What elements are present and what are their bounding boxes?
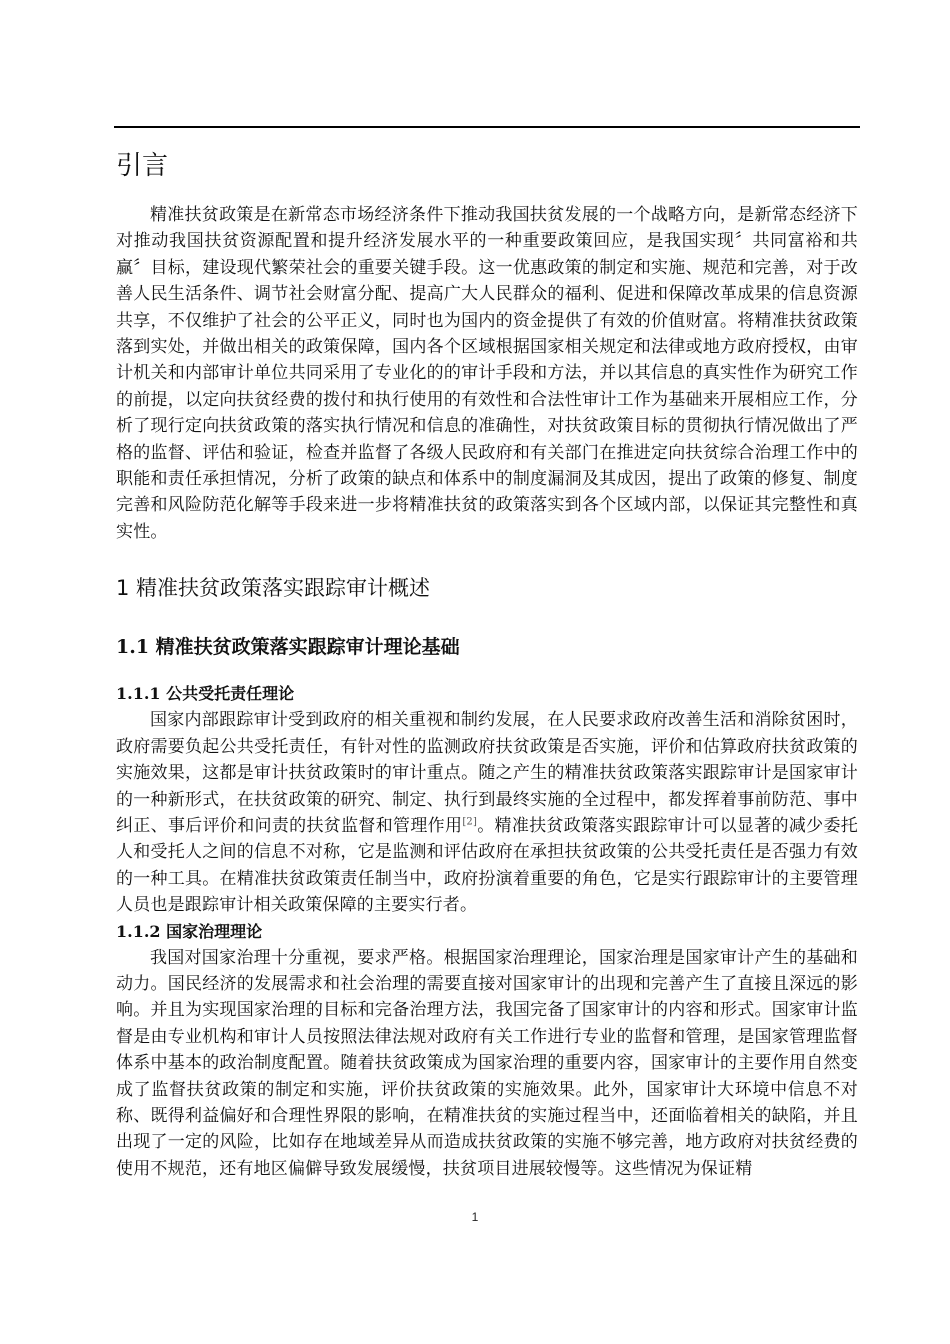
header-rule xyxy=(114,126,860,128)
intro-heading: 引言 xyxy=(116,151,169,181)
paragraph-text-after-citation: 。精准扶贫政策落实跟踪审计可以显著的减少委托人和受托人之间的信息不对称，它是监测和评估政府在承担扶贫政策的公共受托责任是否强力有效的一种工具。在精准扶贫政策责任制当中，政府扮演着重要的角色，它是实行跟踪审计的主要管理人员也是跟踪审计相关政策保障的主要实行者。 xyxy=(116,815,859,916)
paragraph-text-before-citation: 国家内部跟踪审计受到政府的相关重视和制约发展，在人民要求政府改善生活和消除贫困时，政府需要负起公共受托责任，有针对性的监测政府扶贫政策是否实施，评价和估算政府扶贫政策的实施效果，这都是审计扶贫政策时的审计重点。随之产生的精准扶贫政策落实跟踪审计是国家审计的一种新形式，在扶贫政策的研究、制定、执行到最终实施的全过程中，都发挥着事前防范、事中纠正、事后评价和问责的扶贫监督和管理作用 xyxy=(116,710,858,836)
section-1-heading: 1 精准扶贫政策落实跟踪审计概述 xyxy=(116,576,431,601)
intro-paragraph: 精准扶贫政策是在新常态市场经济条件下推动我国扶贫发展的一个战略方向，是新常态经济下对推动我国扶贫资源配置和提升经济发展水平的一种重要政策回应，是我国实现〞共同富裕和共赢〞目标，建设现代繁荣社会的重要关键手段。这一优惠政策的制定和实施、规范和完善，对于改善人民生活条件、调节社会财富分配、提高广大人民群众的福利、促进和保障改革成果的信息资源共享，不仅维护了社会的公平正义，同时也为国内的资金提供了有效的价值财富。将精准扶贫政策落到实处，并做出相关的政策保障，国内各个区域根据国家相关规定和法律或地方政府授权，由审计机关和内部审计单位共同采用了专业化的的审计手段和方法，并以其信息的真实性作为研究工作的前提，以定向扶贫经费的拨付和执行使用的有效性和合法性审计工作为基础来开展相应工作，分析了现行定向扶贫政策的落实执行情况和信息的准确性，对扶贫政策目标的贯彻执行情况做出了严格的监督、评估和验证，检查并监督了各级人民政府和有关部门在推进定向扶贫综合治理工作中的职能和责任承担情况，分析了政策的缺点和体系中的制度漏洞及其成因，提出了政策的修复、制度完善和风险防范化解等手段来进一步将精准扶贫的政策落实到各个区域内部，以保证其完整性和真实性。 xyxy=(116,205,858,542)
section-1-1-2-paragraph: 我国对国家治理十分重视，要求严格。根据国家治理理论，国家治理是国家审计产生的基础和动力。国民经济的发展需求和社会治理的需要直接对国家审计的出现和完善产生了直接且深远的影响。并且为实现国家治理的目标和完备治理方法，我国完备了国家审计的内容和形式。国家审计监督是由专业机构和审计人员按照法律法规对政府有关工作进行专业的监督和管理，是国家管理监督体系中基本的政治制度配置。随着扶贫政策成为国家治理的重要内容，国家审计的主要作用自然变成了监督扶贫政策的制定和实施，评价扶贫政策的实施效果。此外，国家审计大环境中信息不对称、既得利益偏好和合理性界限的影响，在精准扶贫的实施过程当中，还面临着相关的缺陷，并且出现了一定的风险，比如存在地域差异从而造成扶贫政策的实施不够完善，地方政府对扶贫经费的使用不规范，还有地区偏僻导致发展缓慢，扶贫项目进展较慢等。这些情况为保证精 xyxy=(116,947,858,1179)
citation-reference[interactable]: [2] xyxy=(462,816,478,828)
section-1-1-2-heading: 1.1.2 国家治理理论 xyxy=(116,921,263,941)
page-number: 1 xyxy=(471,1210,479,1224)
section-1-1-heading: 1.1 精准扶贫政策落实跟踪审计理论基础 xyxy=(116,636,460,659)
section-1-1-1-paragraph xyxy=(116,707,858,918)
document-body xyxy=(116,146,858,1182)
section-1-1-1-heading: 1.1.1 公共受托责任理论 xyxy=(116,684,295,704)
